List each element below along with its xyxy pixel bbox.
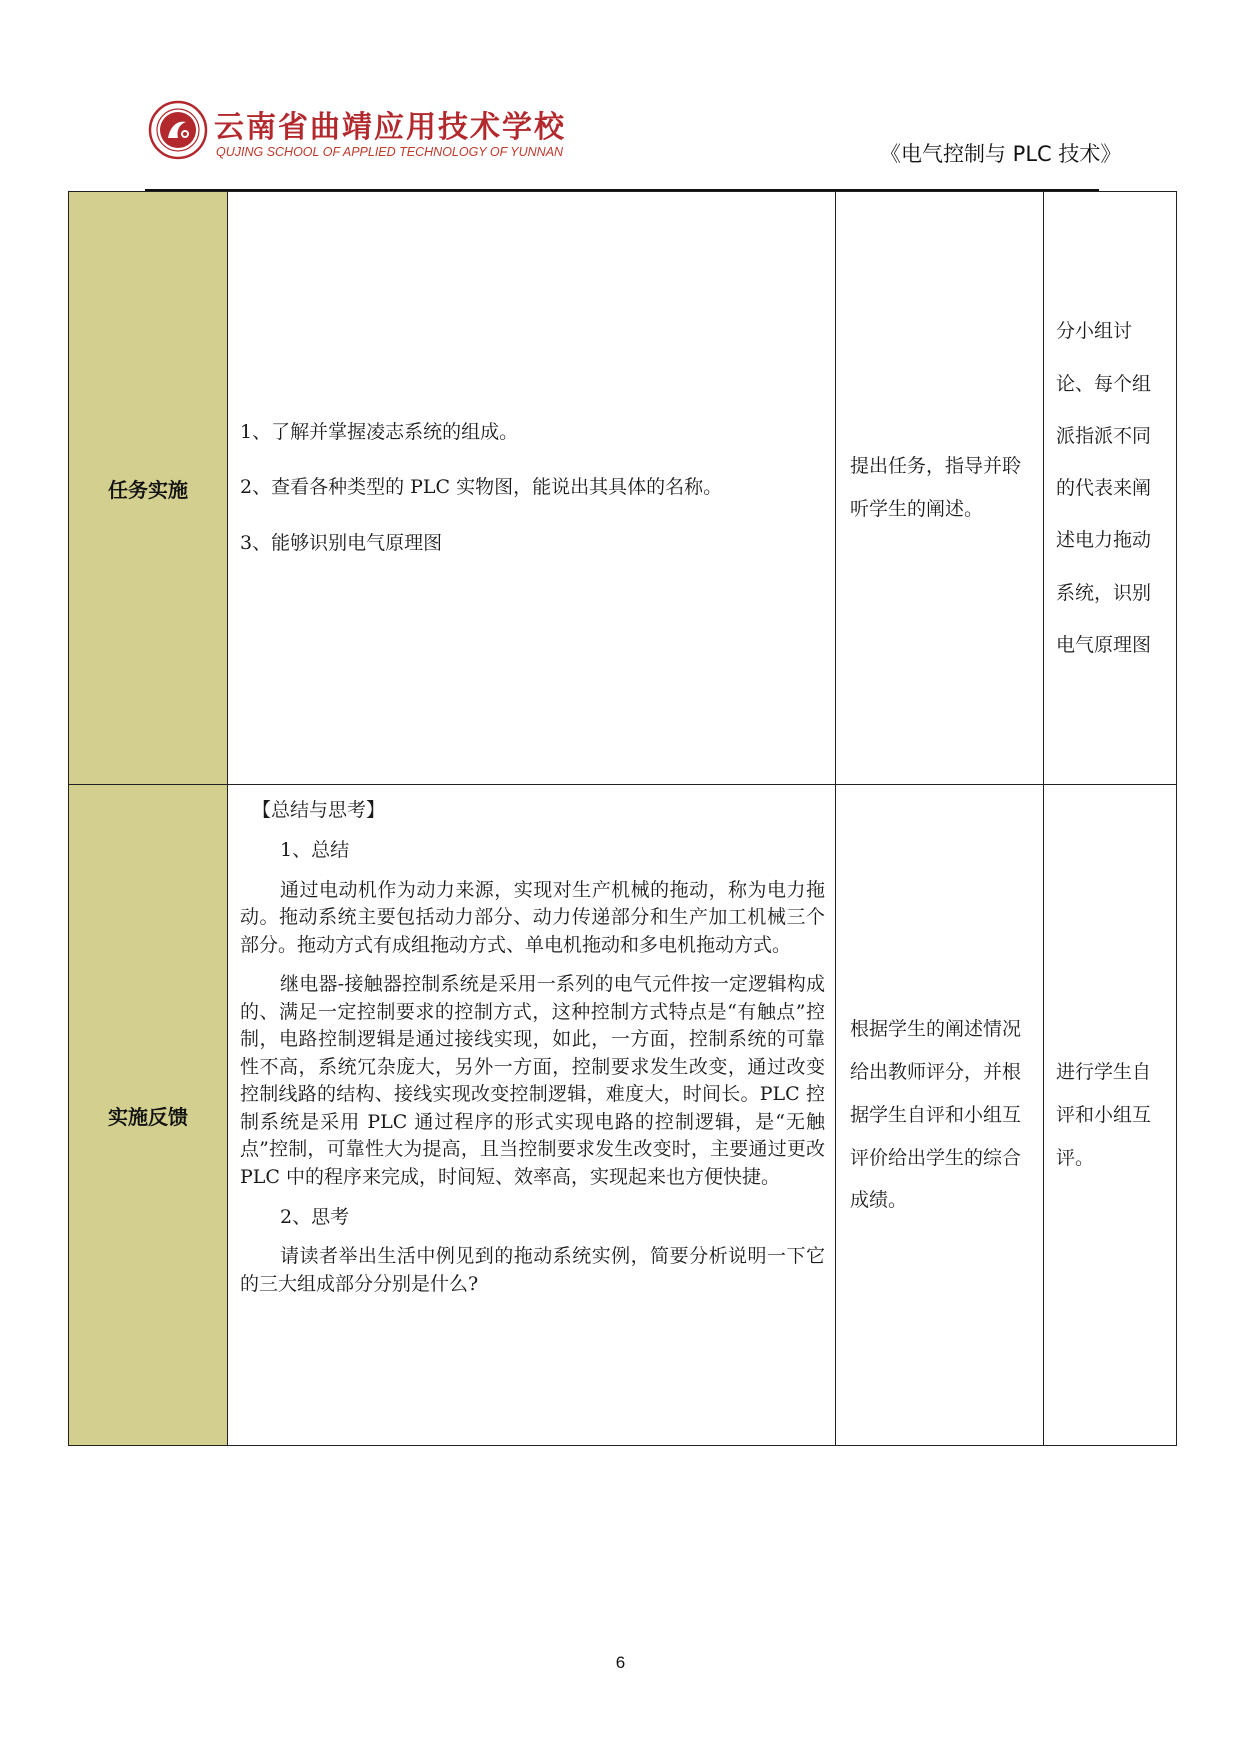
thinking-paragraph: 请读者举出生活中例见到的拖动系统实例，简要分析说明一下它的三大组成部分分别是什么? [240, 1245, 825, 1295]
summary-paragraph-1: 通过电动机作为动力来源，实现对生产机械的拖动，称为电力拖动。拖动系统主要包括动力部分、动力传递部分和生产加工机械三个部分。拖动方式有成组拖动方式、单电机拖动和多电机拖动方式。 [240, 878, 825, 956]
student-activity-task: 分小组讨论、每个组派指派不同的代表来阐述电力拖动系统，识别电气原理图 [1044, 192, 1177, 785]
task-item: 2、查看各种类型的 PLC 实物图，能说出其具体的名称。 [240, 476, 723, 499]
row-label-task: 任务实施 [69, 192, 228, 785]
lesson-table [68, 191, 1177, 1446]
subheading-thinking: 2、思考 [280, 1205, 350, 1228]
teacher-activity-feedback: 根据学生的阐述情况给出教师评分，并根据学生自评和小组互评价给出学生的综合成绩。 [836, 785, 1044, 1446]
table-row-task [69, 192, 1177, 785]
task-item: 3、能够识别电气原理图 [240, 532, 443, 555]
section-title: 【总结与思考】 [252, 799, 386, 822]
page-number: 6 [615, 1653, 626, 1672]
table-row-feedback [69, 785, 1177, 1446]
school-name-cn: 云南省曲靖应用技术学校 [214, 110, 566, 145]
summary-paragraph-2: 继电器-接触器控制系统是采用一系列的电气元件按一定逻辑构成的、满足一定控制要求的控制方式，这种控制方式特点是“有触点”控制，电路控制逻辑是通过接线实现，如此，一方面，控制系统的可靠性不高，系统冗杂庞大，另外一方面，控制要求发生改变，通过改变控制线路的结构、接线实现改变控制逻辑，难度大，时间长。PLC 控制系统是采用 PLC 通过程序的形式实现电路的控制逻辑，是“无触点”控制，可靠性大为提高，且当控制要求发生改变时，主要通过更改 PLC 中的程序来完成，时间短、效率高，实现起来也方便快捷。 [240, 973, 825, 1189]
school-name-en: QUJING SCHOOL OF APPLIED TECHNOLOGY OF YUNNAN [216, 145, 564, 159]
subheading-summary: 1、总结 [280, 839, 350, 862]
student-activity-feedback: 进行学生自评和小组互评。 [1044, 785, 1177, 1446]
page-header [0, 0, 1241, 200]
school-emblem-icon [148, 100, 208, 160]
row-label-feedback: 实施反馈 [69, 785, 228, 1446]
task-content-cell [228, 192, 836, 785]
feedback-content-cell [228, 785, 836, 1446]
task-item: 1、了解并掌握凌志系统的组成。 [240, 420, 519, 443]
book-title: 《电气控制与 PLC 技术》 [880, 142, 1122, 166]
teacher-activity-task: 提出任务，指导并聆听学生的阐述。 [836, 192, 1044, 785]
